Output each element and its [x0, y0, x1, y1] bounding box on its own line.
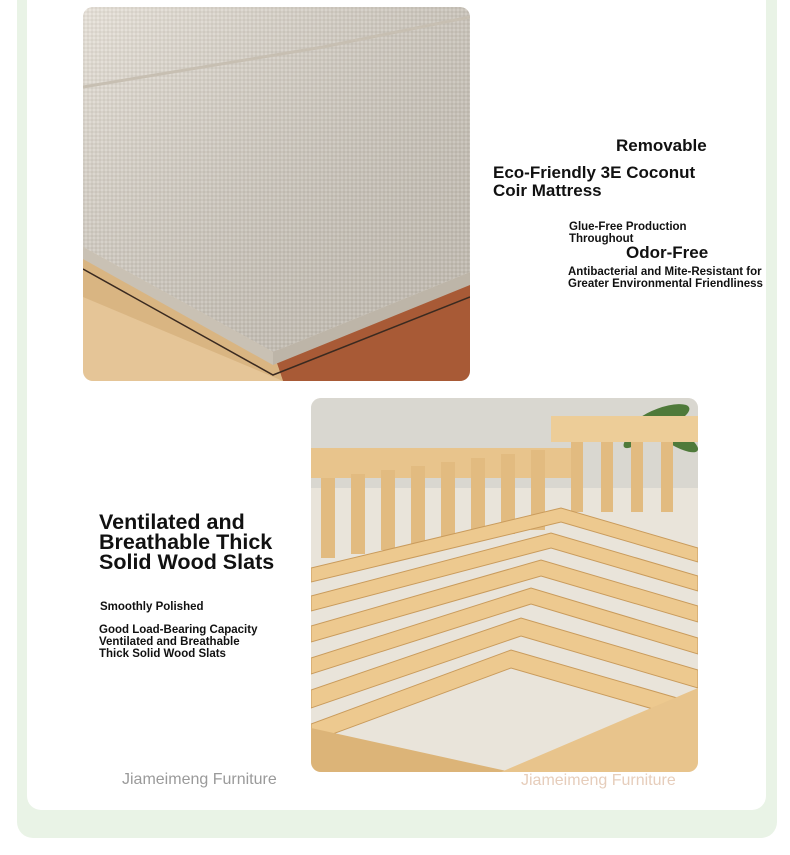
- slats-photo: [311, 398, 698, 772]
- antibacterial-note: Antibacterial and Mite-Resistant for Greater Environmental Friendliness: [568, 266, 763, 290]
- feature-ventilated: Ventilated and Breathable Thick Solid Wood Slats: [99, 636, 240, 660]
- slats-title: Ventilated and Breathable Thick Solid Wood Slats: [99, 510, 275, 574]
- mattress-subheading: Odor-Free: [626, 243, 709, 262]
- feature-load-bearing: Good Load-Bearing Capacity: [99, 624, 258, 636]
- feature-polished: Smoothly Polished: [100, 601, 204, 613]
- mattress-photo: [83, 7, 470, 381]
- mattress-heading: Removable: [616, 136, 707, 155]
- brand-watermark-right: Jiameimeng Furniture: [521, 772, 676, 789]
- mattress-title: Eco-Friendly 3E Coconut Coir Mattress: [493, 163, 696, 200]
- glue-free-note: Glue-Free Production Throughout: [569, 221, 687, 245]
- brand-watermark-left: Jiameimeng Furniture: [122, 771, 277, 788]
